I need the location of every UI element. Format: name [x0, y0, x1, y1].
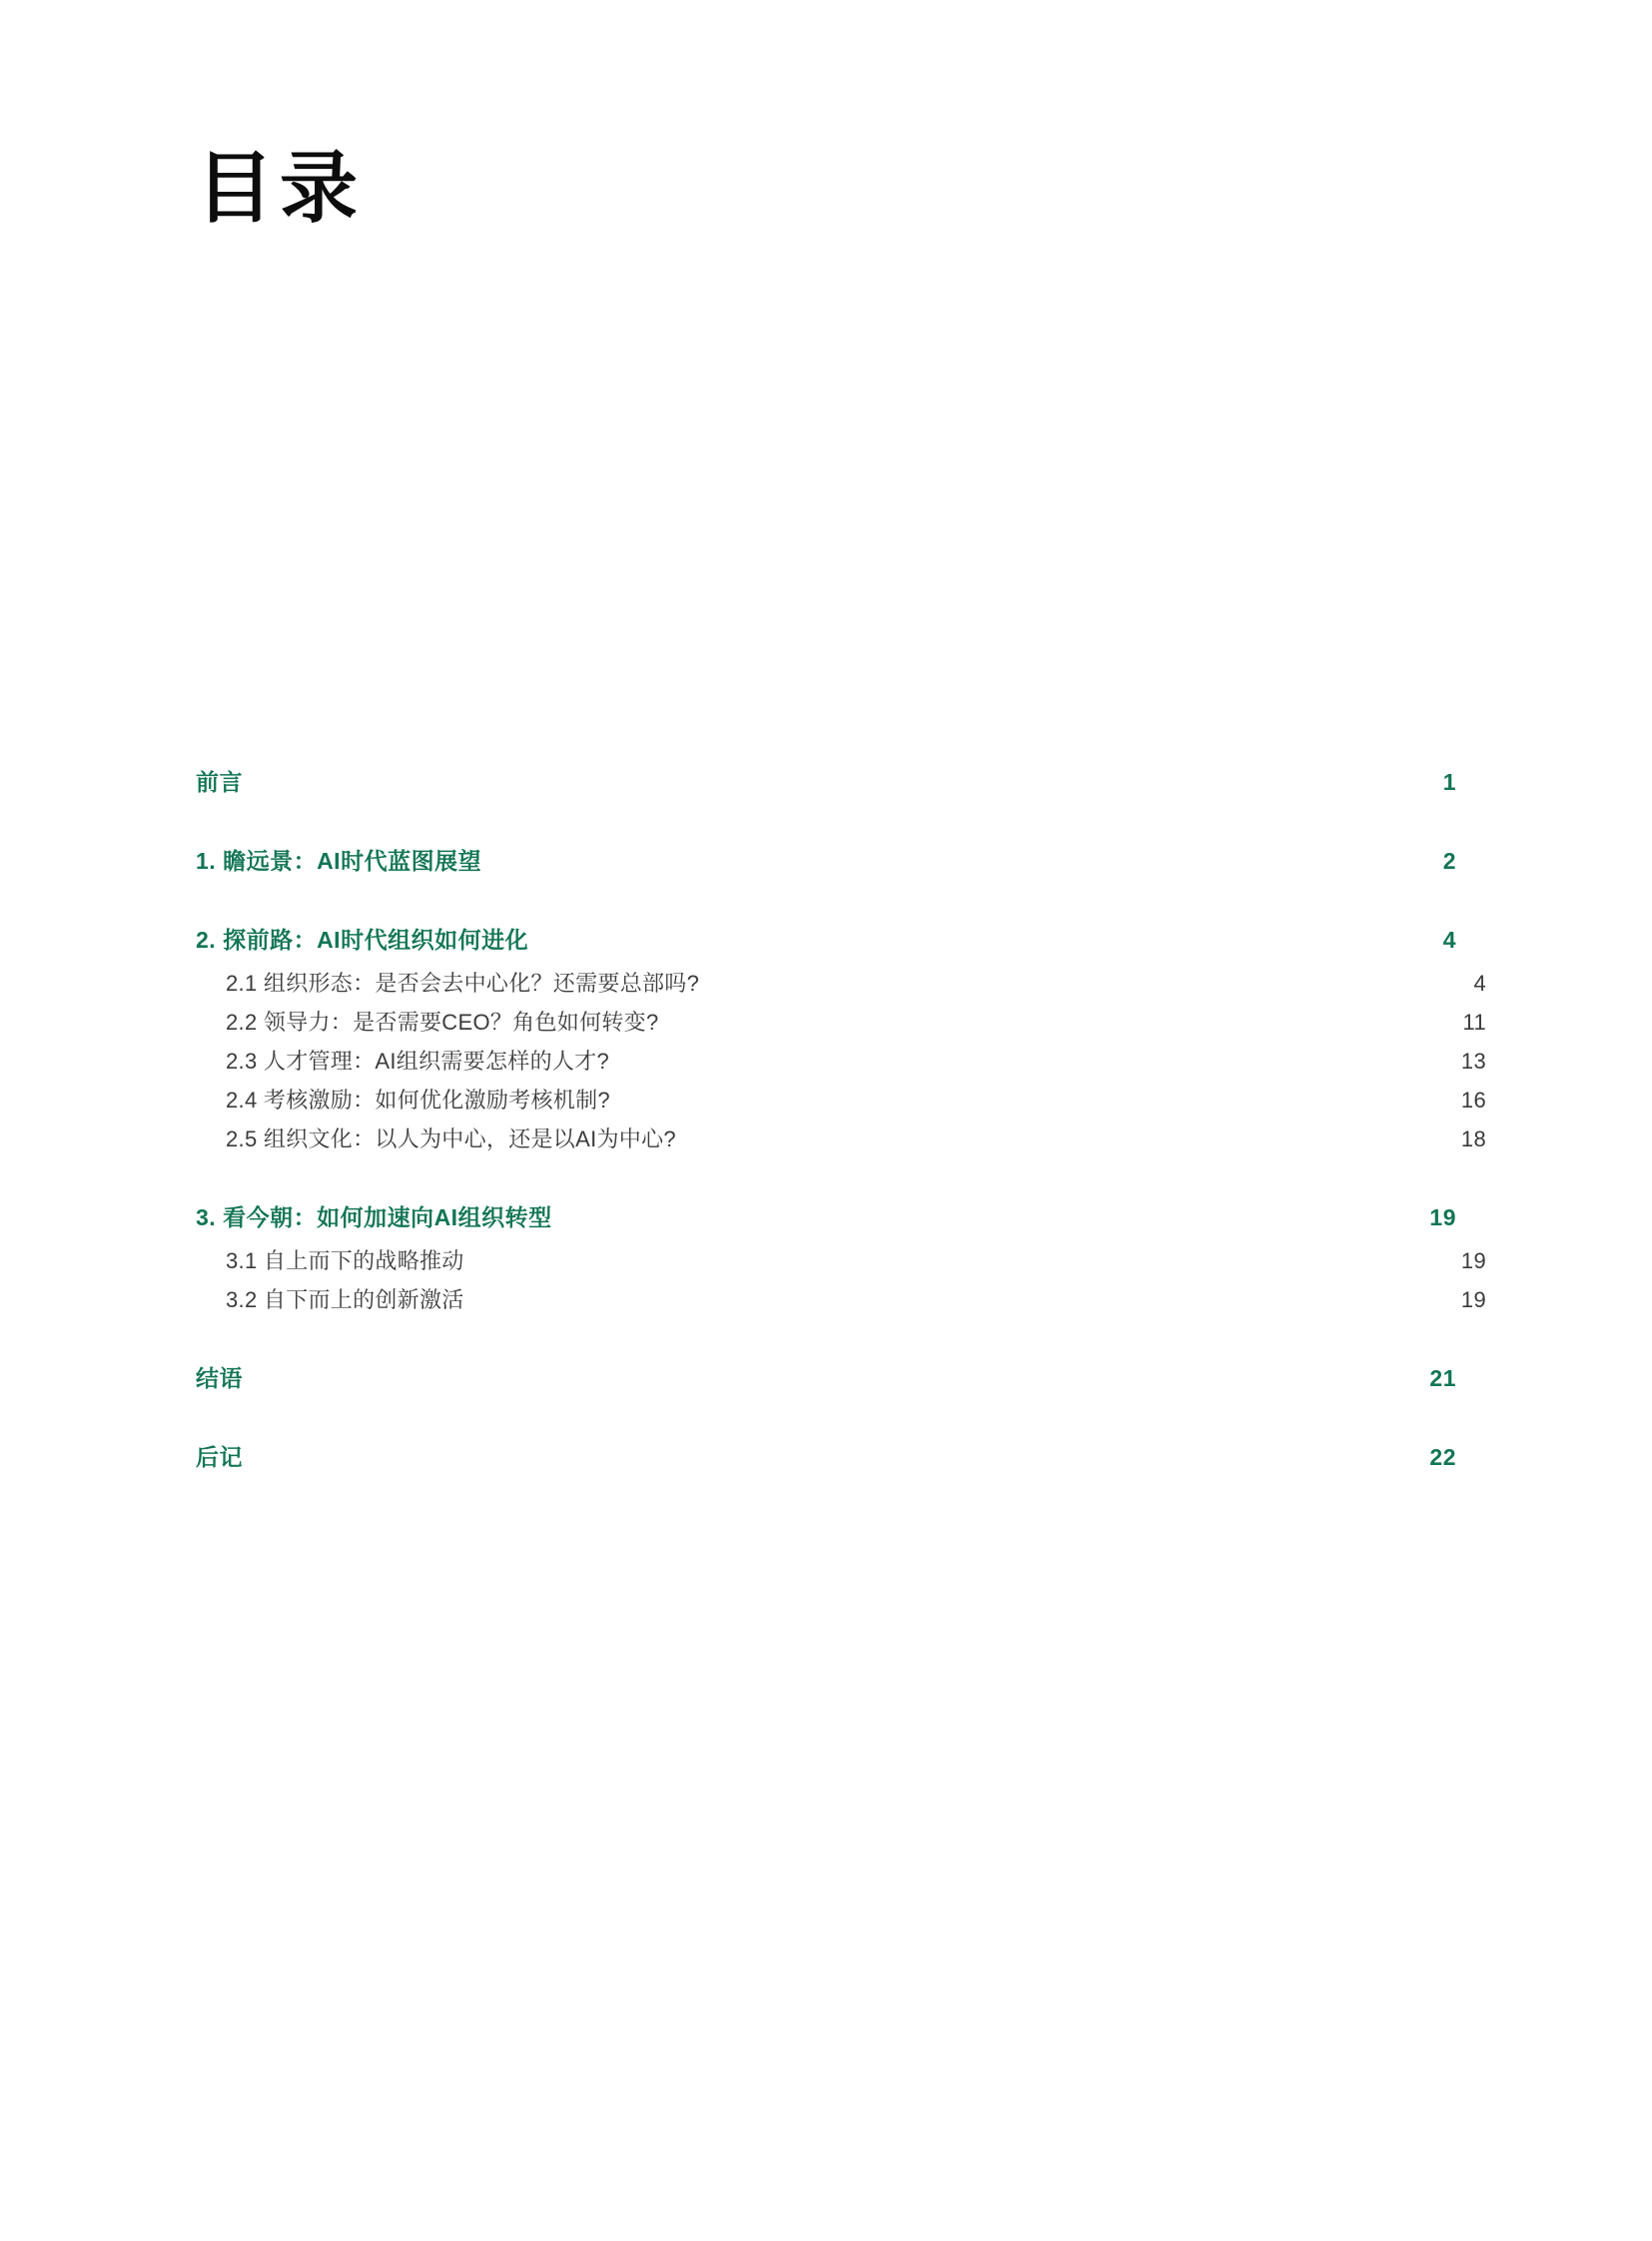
- toc-entry-page-number: 22: [1429, 1444, 1456, 1470]
- toc-entry-label: 3. 看今朝：如何加速向AI组织转型: [196, 1204, 552, 1230]
- toc-entry-page-number: 13: [1460, 1049, 1486, 1074]
- toc-entry[interactable]: [196, 1244, 1486, 1275]
- toc-entry[interactable]: [196, 1283, 1486, 1314]
- toc-entry-page-number: 11: [1462, 1010, 1486, 1035]
- toc-entry-label: 2.4 考核激励：如何优化激励考核机制?: [226, 1088, 610, 1113]
- toc-entry-page-number: 18: [1460, 1126, 1486, 1151]
- toc-entry-page-number: 19: [1460, 1248, 1486, 1273]
- toc-entry-label: 3.1 自上而下的战略推动: [226, 1248, 464, 1273]
- toc-spacer: [196, 1153, 1456, 1199]
- toc-spacer: [196, 1232, 1456, 1244]
- toc-entry[interactable]: [196, 1360, 1456, 1393]
- toc-entry-label: 2.3 人才管理：AI组织需要怎样的人才?: [226, 1049, 610, 1074]
- toc-entry[interactable]: [196, 922, 1456, 955]
- toc-spacer: [196, 797, 1456, 843]
- toc-entry[interactable]: [196, 764, 1456, 797]
- toc-entry-page-number: 19: [1460, 1287, 1486, 1312]
- toc-spacer: [196, 1275, 1456, 1283]
- toc-entry-page-number: 19: [1429, 1204, 1456, 1230]
- toc-entry-label: 3.2 自下而上的创新激活: [226, 1287, 464, 1312]
- toc-spacer: [196, 1115, 1456, 1122]
- toc-entry-label: 结语: [196, 1365, 243, 1391]
- toc-entry-page-number: 21: [1429, 1365, 1456, 1391]
- toc-entry-page-number: 4: [1442, 927, 1456, 953]
- toc-entry-label: 2.1 组织形态：是否会去中心化？还需要总部吗?: [226, 971, 700, 996]
- toc-spacer: [196, 1314, 1456, 1360]
- table-of-contents: [196, 764, 1486, 1472]
- toc-spacer: [196, 998, 1456, 1006]
- toc-spacer: [196, 876, 1456, 922]
- toc-entry[interactable]: [196, 1199, 1456, 1232]
- toc-entry[interactable]: [196, 1084, 1486, 1115]
- toc-spacer: [196, 1037, 1456, 1045]
- toc-entry-label: 后记: [196, 1444, 243, 1470]
- toc-entry[interactable]: [196, 843, 1456, 876]
- toc-entry-label: 2.5 组织文化：以人为中心，还是以AI为中心?: [226, 1126, 676, 1151]
- toc-entry[interactable]: [196, 1006, 1486, 1037]
- toc-spacer: [196, 1393, 1456, 1439]
- toc-entry[interactable]: [196, 967, 1486, 998]
- toc-entry-label: 1. 瞻远景：AI时代蓝图展望: [196, 848, 482, 874]
- toc-entry[interactable]: [196, 1045, 1486, 1076]
- toc-entry-page-number: 2: [1442, 848, 1456, 874]
- toc-entry-page-number: 16: [1460, 1088, 1486, 1113]
- toc-entry-label: 2.2 领导力：是否需要CEO？角色如何转变?: [226, 1010, 659, 1035]
- toc-entry-label: 2. 探前路：AI时代组织如何进化: [196, 927, 529, 953]
- toc-spacer: [196, 955, 1456, 967]
- page-title: 目录: [196, 145, 365, 232]
- toc-spacer: [196, 1076, 1456, 1084]
- toc-entry-page-number: 4: [1473, 971, 1486, 996]
- toc-entry-label: 前言: [196, 769, 243, 795]
- toc-entry-page-number: 1: [1442, 769, 1456, 795]
- toc-entry[interactable]: [196, 1439, 1456, 1472]
- toc-entry[interactable]: [196, 1122, 1486, 1153]
